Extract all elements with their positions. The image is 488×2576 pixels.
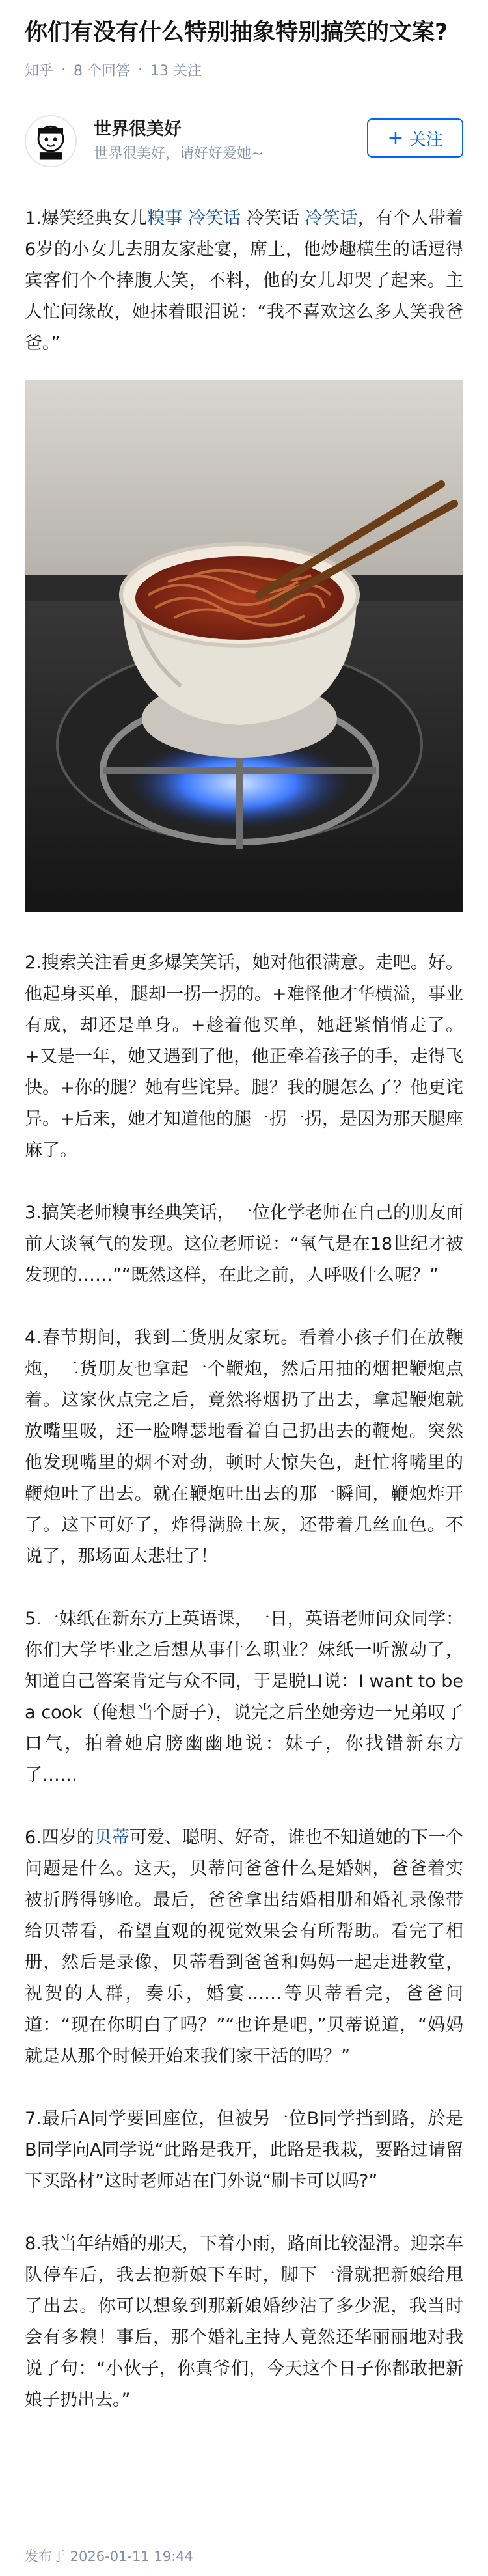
keyword-link-lengxiaohua-2[interactable]: 冷笑话 <box>305 208 358 228</box>
paragraph-1-text: 冷笑话 <box>241 208 305 228</box>
author-info <box>94 118 263 165</box>
author-card <box>0 105 488 177</box>
noodle-bowl-photo[interactable] <box>25 380 463 912</box>
paragraph-6 <box>25 1822 463 2072</box>
paragraph-2: 2.搜索关注看更多爆笑笑话，她对他很满意。走吧。好。他起身买单，腿却一拐一拐的。+难怪他才华横溢，事业有成，却还是单身。+趁着他买单，她赶紧悄悄走了。+又是一年，她又遇到了他，他正牵着孩子的手，走得飞快。+你的腿？她有些诧异。腿？我的腿怎么了？他更诧异。+后来，她才知道他的腿一拐一拐，是因为那天腿座麻了。 <box>25 953 463 1160</box>
publish-time: 发布于 2026-01-11 19:44 <box>25 2549 193 2564</box>
answer-content <box>0 203 488 2416</box>
question-meta <box>25 60 463 79</box>
keyword-link-lengxiaohua[interactable]: 冷笑话 <box>187 208 241 228</box>
follower-count[interactable]: 13 关注 <box>150 62 202 79</box>
paragraph-8: 8.我当年结婚的那天，下着小雨，路面比较湿滑。迎亲车队停车后，我去抱新娘下车时，脚下一滑就把新娘给甩了出去。你可以想象到那新娘婚纱沾了多少泥，我当时会有多糗！事后，那个婚礼主持人竟然还华丽丽地对我说了句：“小伙子，你真爷们，今天这个日子你都敢把新娘子扔出去。” <box>25 2234 463 2410</box>
avatar-cartoon-icon <box>26 115 75 167</box>
question-title[interactable]: 你们有没有什么特别抽象特别搞笑的文案? <box>25 20 448 46</box>
paragraph-3: 3.搞笑老师糗事经典笑话，一位化学老师在自己的朋友面前大谈氧气的发现。这位老师说：“氧气是在18世纪才被发现的……”“既然这样，在此之前，人呼吸什么呢？” <box>25 1203 463 1285</box>
keyword-link-qiushi[interactable]: 糗事 <box>147 208 183 228</box>
paragraph-7: 7.最后A同学要回座位，但被另一位B同学挡到路，於是B同学向A同学说“此路是我开，此路是我栽，要路过请留下买路材”这时老师站在门外说“刷卡可以吗?” <box>25 2109 463 2191</box>
meta-separator: · <box>138 61 143 78</box>
paragraph-4: 4.春节期间，我到二货朋友家玩。看着小孩子们在放鞭炮，二货朋友也拿起一个鞭炮，然后用抽的烟把鞭炮点着。这家伙点完之后，竟然将烟扔了出去，拿起鞭炮就放嘴里吸，还一脸嘚瑟地看着自己扔出去的鞭炮。突然他发现嘴里的烟不对劲，顿时大惊失色，赶忙将嘴里的鞭炮吐了出去。就在鞭炮吐出去的那一瞬间，鞭炮炸开了。这下可好了，炸得满脸土灰，还带着几丝血色。不说了，那场面太悲壮了！ <box>25 1328 463 1567</box>
keyword-link-beidi[interactable]: 贝蒂 <box>94 1828 129 1848</box>
author-bio: 世界很美好，请好好爱她~ <box>94 146 264 162</box>
noodle-bowl-image <box>25 380 463 912</box>
avatar[interactable] <box>25 115 77 167</box>
answer-count[interactable]: 8 个回答 <box>74 62 131 79</box>
paragraph-1-text: 1.爆笑经典女儿 <box>25 208 148 228</box>
paragraph-1 <box>25 203 463 359</box>
follow-label: 关注 <box>409 130 443 150</box>
paragraph-5: 5.一妹纸在新东方上英语课，一日，英语老师问众同学：你们大学毕业之后想从事什么职业？妹纸一听激动了，知道自己答案肯定与众不同，于是脱口说：I want to be a cook（俺想当个厨子），说完之后坐她旁边一兄弟叹了口气，拍着她肩膀幽幽地说：妹子，你找错新东方了…… <box>25 1609 463 1785</box>
paragraph-1-text: ，有个人带着6岁的小女儿去朋友家赴宴，席上，他炒趣横生的话逗得宾客们个个捧腹大笑，不料，他的女儿却哭了起来。主人忙问缘故，她抹着眼泪说：“我不喜欢这么多人笑我爸爸。” <box>25 208 464 353</box>
source-label[interactable]: 知乎 <box>25 62 54 79</box>
follow-button[interactable] <box>367 118 463 158</box>
question-header <box>0 0 488 79</box>
plus-icon: + <box>387 126 404 150</box>
paragraph-6-text: 6.四岁的 <box>25 1828 94 1848</box>
meta-separator: · <box>61 61 66 78</box>
author-name[interactable]: 世界很美好 <box>94 119 182 139</box>
paragraph-6-text: 可爱、聪明、好奇，谁也不知道她的下一个问题是什么。这天，贝蒂问爸爸什么是婚姻，爸爸着实被折腾得够呛。最后，爸爸拿出结婚相册和婚礼录像带给贝蒂看，希望直观的视觉效果会有所帮助。看完了相册，然后是录像，贝蒂看到爸爸和妈妈一起走进教堂，祝贺的人群，奏乐，婚宴……等贝蒂看完，爸爸问道：“现在你明白了吗？”“也许是吧，”贝蒂说道，“妈妈就是从那个时候开始来我们家干活的吗？” <box>25 1828 464 2066</box>
